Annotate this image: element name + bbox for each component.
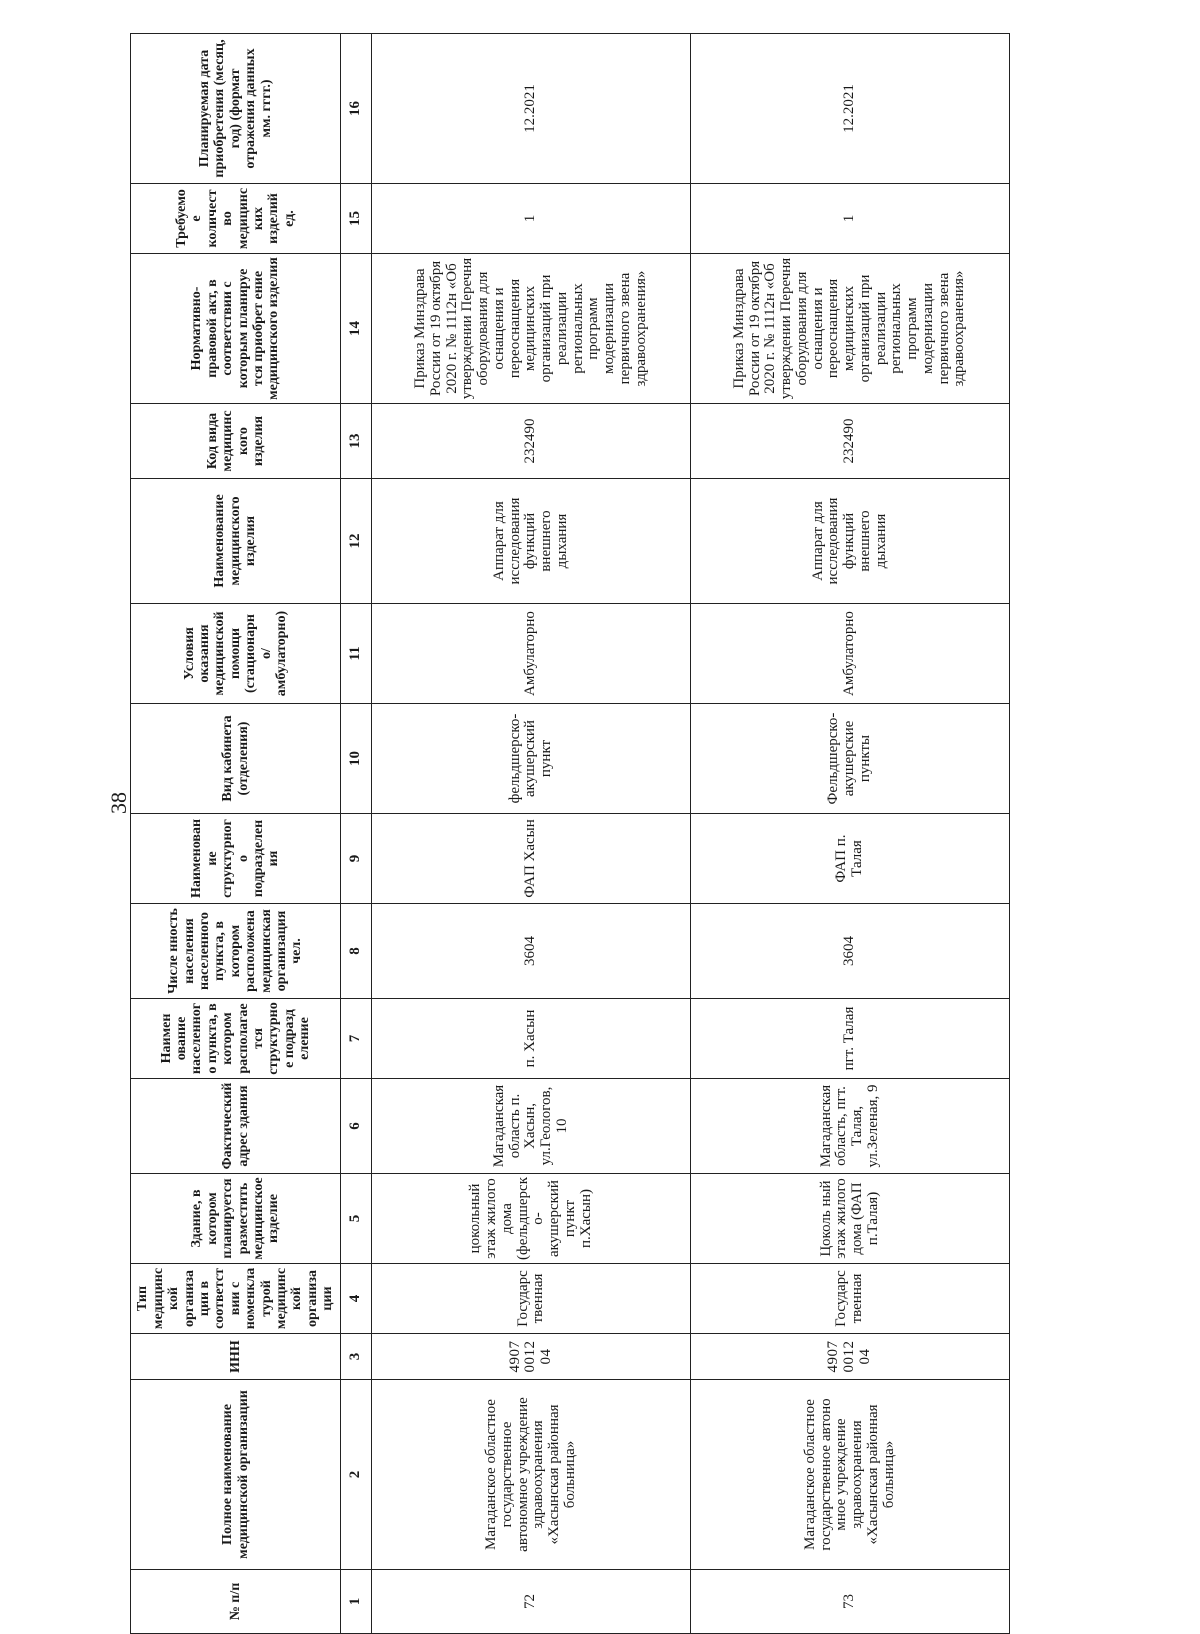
- column-number: 2: [341, 1380, 372, 1570]
- cabinet-type: Фельдшерско-акушерские пункты: [691, 704, 1010, 814]
- row-number: 73: [691, 1570, 1010, 1634]
- column-number: 8: [341, 904, 372, 999]
- building: Цоколь ный этаж жилого дома (ФАП п.Талая): [691, 1174, 1010, 1264]
- column-number-row: [341, 34, 372, 1634]
- header-row: [131, 34, 341, 1634]
- population: 3604: [372, 904, 691, 999]
- column-number: 5: [341, 1174, 372, 1264]
- organization-type: Государственная: [691, 1264, 1010, 1334]
- column-number: 1: [341, 1570, 372, 1634]
- inn-value: 4907001204: [691, 1334, 1010, 1380]
- header-cell-12: Наименование медицинского изделия: [131, 479, 341, 604]
- header-cell-1: № п/п: [131, 1570, 341, 1634]
- header-cell-16: Планируемая дата приобретения (месяц, год) (формат отражения данных мм. гггг.): [131, 34, 341, 184]
- legal-act: Приказ Минздрава России от 19 октября 2020 г. № 1112н «Об утверждении Перечня оборудования для оснащения и переоснащения медицинских организаций при реализации региональных программ модернизации первичного звена здравоохранения»: [372, 254, 691, 404]
- settlement: пгт. Талая: [691, 999, 1010, 1079]
- care-conditions: Амбулаторно: [372, 604, 691, 704]
- device-name: Аппарат для исследования функций внешнего дыхания: [372, 479, 691, 604]
- column-number: 15: [341, 184, 372, 254]
- device-code: 232490: [372, 404, 691, 479]
- header-cell-10: Вид кабинета (отделения): [131, 704, 341, 814]
- header-cell-6: Фактический адрес здания: [131, 1079, 341, 1174]
- quantity: 1: [372, 184, 691, 254]
- building: цокольный этаж жилого дома (фельдшерско-акушерский пункт п.Хасын): [372, 1174, 691, 1264]
- table-rotor: [130, 33, 1010, 1633]
- organization-name: Магаданское областное государственное автоно мное учреждение здравоохранения «Хасынская районная больница»: [691, 1380, 1010, 1570]
- column-number: 14: [341, 254, 372, 404]
- inn-value: 4907001204: [372, 1334, 691, 1380]
- header-cell-2: Полное наименование медицинской организации: [131, 1380, 341, 1570]
- equipment-table: [130, 33, 1010, 1634]
- cabinet-type: фельдшерско-акушерский пункт: [372, 704, 691, 814]
- column-number: 16: [341, 34, 372, 184]
- organization-name: Магаданское областное государственное автономное учреждение здравоохранения «Хасынская районная больница»: [372, 1380, 691, 1570]
- settlement: п. Хасын: [372, 999, 691, 1079]
- page-number: 38: [106, 792, 131, 814]
- header-cell-4: Тип медицинской организации в соответствии с номенклатурой медицинской организации: [131, 1264, 341, 1334]
- column-number: 3: [341, 1334, 372, 1380]
- organization-type: Государственная: [372, 1264, 691, 1334]
- column-number: 13: [341, 404, 372, 479]
- row-number: 72: [372, 1570, 691, 1634]
- device-code: 232490: [691, 404, 1010, 479]
- header-cell-8: Числе нность населения населенного пункта, в котором расположена медицинская организация чел.: [131, 904, 341, 999]
- legal-act: Приказ Минздрава России от 19 октября 2020 г. № 1112н «Об утверждении Перечня оборудования для оснащения и переоснащения медицинских организаций при реализации региональных программ модернизации первичного звена здравоохранения»: [691, 254, 1010, 404]
- planned-date: 12.2021: [372, 34, 691, 184]
- address: Магаданская область п. Хасын, ул.Геологов, 10: [372, 1079, 691, 1174]
- address: Магаданская область, пгт. Талая, ул.Зеленая, 9: [691, 1079, 1010, 1174]
- device-name: Аппарат для исследования функций внешнего дыхания: [691, 479, 1010, 604]
- column-number: 6: [341, 1079, 372, 1174]
- header-cell-5: Здание, в котором планируется разместить медицинское изделие: [131, 1174, 341, 1264]
- unit-name: ФАП п. Талая: [691, 814, 1010, 904]
- quantity: 1: [691, 184, 1010, 254]
- column-number: 10: [341, 704, 372, 814]
- column-number: 7: [341, 999, 372, 1079]
- header-cell-14: Нормативно- правовой акт, в соответствии с которым планируе тся приобрет ение медицинского изделия: [131, 254, 341, 404]
- header-cell-15: Требуемое количество медицинских изделий ед.: [131, 184, 341, 254]
- header-cell-9: Наименование структурного подразделения: [131, 814, 341, 904]
- planned-date: 12.2021: [691, 34, 1010, 184]
- population: 3604: [691, 904, 1010, 999]
- header-cell-13: Код вида медицинского изделия: [131, 404, 341, 479]
- column-number: 9: [341, 814, 372, 904]
- care-conditions: Амбулаторно: [691, 604, 1010, 704]
- header-cell-11: Условия оказания медицинской помощи (стационарн о/амбулаторно): [131, 604, 341, 704]
- column-number: 11: [341, 604, 372, 704]
- header-cell-7: Наимен ование населенного пункта, в котором располагается структурное подразд еление: [131, 999, 341, 1079]
- unit-name: ФАП Хасын: [372, 814, 691, 904]
- column-number: 12: [341, 479, 372, 604]
- header-cell-3: ИНН: [131, 1334, 341, 1380]
- table-row: [691, 34, 1010, 1634]
- column-number: 4: [341, 1264, 372, 1334]
- table-row: [372, 34, 691, 1634]
